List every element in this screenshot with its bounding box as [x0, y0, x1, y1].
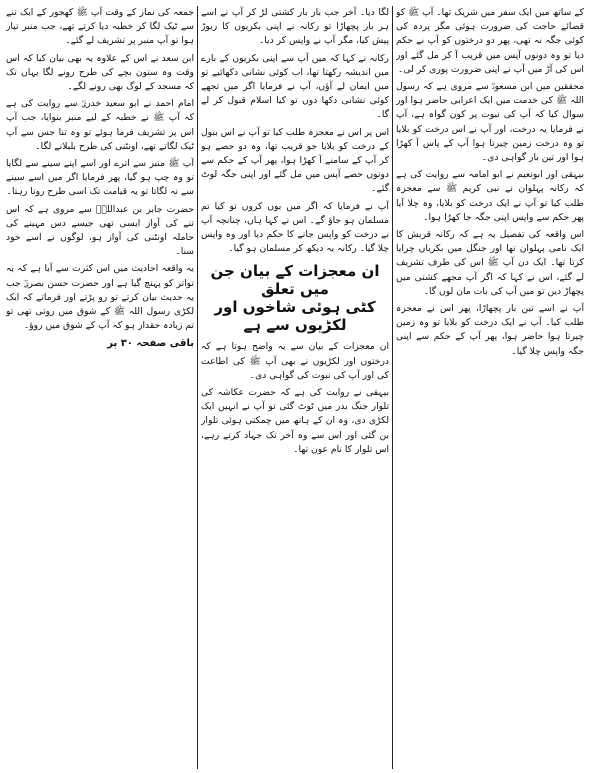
section-heading	[201, 262, 389, 334]
continued-note: باقی صفحہ ۳۰ پر	[107, 338, 194, 350]
paragraph: آپ نے فرمایا کہ اگر میں یوں کروں تو کیا تم مسلمان ہو جاؤ گے۔ اس نے کہا ہاں، چنانچہ آپ نے درخت کو واپس جانے کا حکم دیا اور وہ واپس چلا گیا۔ رکانہ یہ دیکھ کر مسلمان ہو گیا۔	[201, 200, 389, 255]
heading-line-1: ان معجزات کے بیان جن میں تعلق	[210, 262, 380, 299]
paragraph: جمعہ کی نماز کے وقت آپ ﷺ کھجور کے ایک تنے سے ٹیک لگا کر خطبہ دیا کرتے تھے، جب منبر تیار ہوا تو آپ منبر پر تشریف لے گئے۔	[6, 7, 194, 47]
paragraph: یہ واقعہ احادیث میں اس کثرت سے آیا ہے کہ یہ تواتر کو پہنچ گیا ہے اور حضرت حسن بصریؒ جب یہ حدیث بیان کرتے تو رو پڑتے اور فرماتے کہ ایک لکڑی رسول اللہ ﷺ کے شوق میں روتی تھی تو تم زیادہ حقدار ہو کہ آپ کے شوق میں روؤ۔	[6, 263, 194, 332]
paragraph: ابن سعد نے اس کے علاوہ یہ بھی بیان کیا کہ اس وقت وہ ستون بچے کی طرح رونے لگا یہاں تک کہ مسجد کے لوگ بھی رونے لگے۔	[6, 52, 194, 93]
paragraph: آپ نے اسے تین بار پچھاڑا، پھر اس نے معجزہ طلب کیا۔ آپ نے ایک درخت کو بلایا تو وہ زمین چیرتا ہوا حاضر ہوا، پھر آپ کے حکم سے اپنی جگہ واپس چلا گیا۔	[396, 303, 584, 357]
paragraph: محققین میں ابن مسعودؓ سے مروی ہے کہ رسول اللہ ﷺ کی خدمت میں ایک اعرابی حاضر ہوا اور سوال کیا کہ آپ کی نبوت پر کون گواہ ہے، آپ نے فرمایا یہ درخت، اور آپ نے اس درخت کو بلایا تو وہ درخت زمین چیرتا ہوا آپ کے پاس آ کھڑا ہوا اور تین بار گواہی دی۔	[396, 81, 584, 164]
paragraph: اس واقعہ کی تفصیل یہ ہے کہ رکانہ قریش کا ایک نامی پہلوان تھا اور جنگل میں بکریاں چرایا کرتا تھا۔ ایک دن آپ ﷺ اس کی طرف تشریف لے گئے، اس نے کہا کہ اگر آپ مجھے کشتی میں پچھاڑ دیں تو میں آپ کی بات مان لوں گا۔	[396, 229, 584, 297]
column-divider	[197, 6, 198, 769]
columns-container	[6, 6, 584, 769]
paragraph: بیہقی اور ابونعیم نے ابو امامہ سے روایت کی ہے کہ رکانہ پہلوان نے نبی کریم ﷺ سے معجزہ طلب کیا تو آپ نے ایک درخت کو بلایا، وہ چلا آیا پھر حکم سے واپس اپنی جگہ جا کھڑا ہوا۔	[396, 169, 584, 223]
paragraph: اس پر اس نے معجزہ طلب کیا تو آپ نے اس ببول کے درخت کو بلایا جو قریب تھا، وہ دو حصے ہو کر آپ کے سامنے آ کھڑا ہوا، پھر آپ کے حکم سے دونوں حصے آپس میں مل گئے اور اپنی جگہ لوٹ گئے۔	[201, 126, 389, 195]
paragraph: ان معجزات کے بیان سے یہ واضح ہوتا ہے کہ درختوں اور لکڑیوں نے بھی آپ ﷺ کی اطاعت کی اور آپ کی نبوت کی گواہی دی۔	[201, 341, 389, 381]
column-divider	[392, 6, 393, 769]
column-left	[6, 6, 194, 769]
paragraph: رکانہ نے کہا کہ میں آپ سے اپنی بکریوں کے بارے میں اندیشہ رکھتا تھا، اب کوئی نشانی دکھائیے تو میں ایمان لے آؤں، آپ نے فرمایا اگر میں تجھے کوئی نشانی دکھا دوں تو کیا اسلام قبول کر لے گا۔	[201, 52, 389, 121]
column-middle	[201, 6, 389, 769]
paragraph: حضرت جابر بن عبداللہؓ سے مروی ہے کہ اس تنے کی آواز ایسی تھی جیسے دس مہینے کی حاملہ اونٹنی کی آواز ہو، لوگوں نے اسے خود سنا۔	[6, 203, 194, 258]
paragraph: بیہقی نے روایت کی ہے کہ حضرت عکاشہ کی تلوار جنگ بدر میں ٹوٹ گئی تو آپ نے انہیں ایک لکڑی دی، وہ ان کے ہاتھ میں چمکتی ہوئی تلوار بن گئی اور اس سے وہ آخر تک جہاد کرتے رہے، اس تلوار کا نام عون تھا۔	[201, 387, 389, 455]
paragraph: لگا دیا۔ آخر جب بار بار کشتی لڑ کر آپ نے اسے ہر بار پچھاڑا تو رکانہ نے اپنی بکریوں کا ریوڑ پیش کیا، مگر آپ نے واپس کر دیا۔	[201, 7, 389, 47]
paragraph: کے ساتھ میں ایک سفر میں شریک تھا۔ آپ ﷺ کو قضائے حاجت کی ضرورت ہوئی مگر پردہ کی کوئی جگہ نہ تھی، پھر دو درختوں کو آپ نے حکم دیا تو وہ دونوں آپس میں قریب آ کر مل گئے اور اس کی آڑ میں آپ نے اپنی ضرورت پوری کر لی۔	[396, 7, 584, 75]
paragraph: امام احمد نے ابو سعید خدریؓ سے روایت کی ہے کہ آپ ﷺ نے خطبہ کے لیے منبر بنوایا، جب آپ اس پر تشریف فرما ہوئے تو وہ تنا جس سے آپ ٹیک لگاتے تھے، اونٹنی کی طرح بلبلانے لگا۔	[6, 98, 194, 152]
paragraph: آپ ﷺ منبر سے اترے اور اسے اپنے سینے سے لگایا تو وہ چپ ہو گیا، پھر فرمایا اگر میں اسے سینے سے نہ لگاتا تو یہ قیامت تک اسی طرح روتا رہتا۔	[6, 158, 194, 198]
heading-line-2: کٹی ہوئی شاخوں اور لکڑیوں سے ہے	[214, 298, 376, 335]
column-right	[396, 6, 584, 769]
